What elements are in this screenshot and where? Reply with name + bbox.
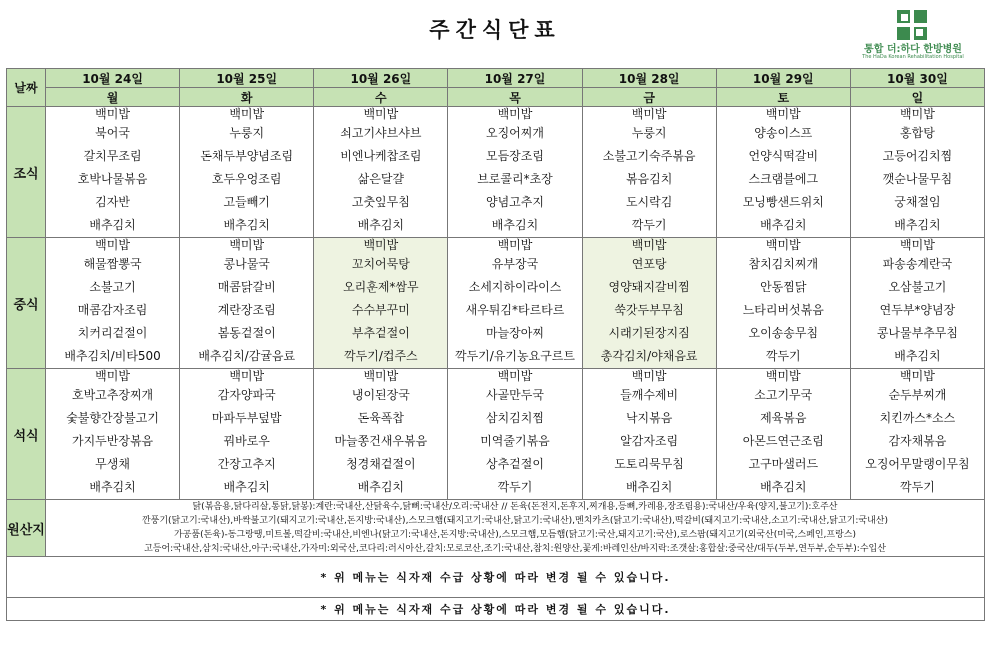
menu-item: 아몬드연근조림	[742, 434, 824, 448]
origin-line: 깐풍기(닭고기:국내산),바싹불고기(돼지고기:국내산,돈지방:국내산),스모크햄(돼지고기:국내산,닭고기:국내산),멘치카츠(닭고기:국내산),떡갈비(돼지고기:국내산,소고기:국내산,닭고기:국내산)	[141, 516, 889, 526]
menu-item: 삶은달걀	[357, 172, 405, 186]
menu-item: 배추김치	[357, 218, 405, 232]
weekly-menu-table	[6, 68, 985, 621]
menu-item: 백미밥	[229, 107, 265, 121]
menu-item: 깍두기	[631, 218, 667, 232]
menu-item: 배추김치	[223, 218, 270, 232]
menu-item: 가지두반장볶음	[71, 434, 154, 448]
menu-cell	[850, 107, 984, 238]
menu-item: 도시락김	[625, 195, 673, 209]
origin-row	[7, 500, 985, 557]
menu-item: 오징어찌개	[486, 126, 544, 140]
menu-item: 마파두부덮밥	[211, 411, 282, 425]
meal-row	[7, 369, 985, 500]
menu-item: 총각김치/야채음료	[600, 349, 698, 363]
menu-item: 홍합탕	[900, 126, 935, 140]
weekday-cell: 토	[716, 88, 850, 107]
menu-change-notice: * 위 메뉴는 식자재 수급 상황에 따라 변경 될 수 있습니다.	[7, 598, 985, 621]
menu-item: 알감자조림	[620, 434, 679, 448]
menu-item: 배추김치	[760, 480, 807, 494]
menu-item: 참치김치찌개	[748, 257, 819, 271]
menu-cell	[180, 369, 314, 500]
menu-item: 누룽지	[229, 126, 265, 140]
menu-item: 백미밥	[95, 369, 130, 383]
menu-item: 스크램블에그	[748, 172, 819, 186]
menu-item: 돈채두부양념조림	[200, 149, 294, 163]
menu-cell	[314, 369, 448, 500]
meal-row	[7, 238, 985, 369]
menu-item: 무생채	[95, 457, 130, 471]
menu-item: 깍두기/유기농요구르트	[455, 349, 575, 363]
menu-cell	[314, 107, 448, 238]
weekday-cell: 수	[314, 88, 448, 107]
menu-item: 쇠고기샤브샤브	[340, 126, 422, 140]
menu-item: 깍두기	[900, 480, 935, 494]
menu-cell	[716, 107, 850, 238]
menu-item: 백미밥	[631, 107, 667, 121]
weekday-cell: 금	[582, 88, 716, 107]
menu-change-notice: * 위 메뉴는 식자재 수급 상황에 따라 변경 될 수 있습니다.	[7, 557, 985, 598]
menu-item: 들깨수제비	[620, 388, 679, 402]
menu-cell	[46, 369, 180, 500]
origin-line: 고등어:국내산,삼치:국내산,아구:국내산,가자미:외국산,코다리:러시아산,갈치:모로코산,조기:국내산,참치:원양산,꽃게:바레인산/바지락:조갯살:홍합살:중국산/대두(두부,연두부,순두부):수입산	[144, 544, 886, 554]
menu-item: 소불고기숙주볶음	[602, 149, 696, 163]
weekday-cell: 목	[448, 88, 582, 107]
date-cell: 10월 26일	[314, 69, 448, 88]
menu-item: 백미밥	[363, 369, 399, 383]
menu-item: 시래기된장지짐	[608, 326, 690, 340]
menu-item: 숯불향간장불고기	[66, 411, 159, 425]
menu-item: 미역줄기볶음	[480, 434, 550, 448]
menu-item: 백미밥	[497, 238, 533, 252]
footer-rows	[7, 500, 985, 621]
menu-item: 꼬치어묵탕	[351, 257, 410, 271]
menu-item: 매콤닭갈비	[217, 280, 276, 294]
menu-item: 백미밥	[765, 238, 801, 252]
menu-item: 냉이된장국	[351, 388, 410, 402]
menu-item: 사골만두국	[486, 388, 544, 402]
menu-item: 백미밥	[363, 107, 399, 121]
menu-cell	[850, 238, 984, 369]
menu-item: 브로콜리*초장	[477, 172, 553, 186]
menu-item: 마늘장아찌	[486, 326, 544, 340]
meal-label: 중식	[7, 238, 46, 369]
meal-rows	[7, 107, 985, 500]
notice-row	[7, 557, 985, 598]
menu-cell	[582, 107, 716, 238]
menu-item: 오징어무말랭이무침	[865, 457, 970, 471]
menu-item: 새우튀김*타르타르	[465, 303, 565, 317]
menu-item: 김자반	[95, 195, 130, 209]
menu-item: 백미밥	[631, 238, 667, 252]
menu-cell	[448, 107, 582, 238]
menu-cell	[582, 238, 716, 369]
menu-item: 배추김치	[89, 218, 136, 232]
menu-item: 고춧잎무침	[351, 195, 410, 209]
menu-item: 백미밥	[497, 369, 533, 383]
date-cell: 10월 24일	[46, 69, 180, 88]
menu-item: 백미밥	[900, 369, 935, 383]
menu-item: 꿔바로우	[223, 434, 270, 448]
menu-item: 백미밥	[765, 369, 801, 383]
notice-row	[7, 598, 985, 621]
date-cell: 10월 28일	[582, 69, 716, 88]
menu-item: 삼치김치찜	[486, 411, 544, 425]
menu-item: 배추김치	[760, 218, 807, 232]
meal-label: 조식	[7, 107, 46, 238]
menu-cell	[448, 369, 582, 500]
origin-line: 닭(볶음용,닭다리살,통닭,닭봉):계란:국내산,산닭육수,닭뼈:국내산/오리:국내산 // 돈육(돈전지,돈후지,찌개용,등뼈,카레용,장조림용):국내산/우육(양지,불고기):호주산	[192, 502, 838, 512]
date-row	[7, 69, 985, 88]
menu-item: 오이송송무침	[748, 326, 819, 340]
menu-item: 양념고추지	[486, 195, 544, 209]
date-cell: 10월 29일	[716, 69, 850, 88]
menu-item: 수수부꾸미	[351, 303, 410, 317]
menu-item: 깍두기	[765, 349, 801, 363]
date-cell: 10월 25일	[180, 69, 314, 88]
menu-item: 봄동겉절이	[217, 326, 276, 340]
menu-item: 호박고추장찌개	[71, 388, 154, 402]
menu-item: 고등어김치찜	[882, 149, 953, 163]
page-title: 주간식단표	[429, 18, 561, 42]
menu-item: 양송이스프	[754, 126, 813, 140]
menu-item: 백미밥	[95, 107, 130, 121]
menu-item: 깍두기/컵주스	[344, 349, 418, 363]
menu-item: 콩나물부추무침	[876, 326, 958, 340]
menu-item: 백미밥	[363, 238, 399, 252]
menu-item: 백미밥	[229, 369, 265, 383]
menu-item: 궁채절임	[894, 195, 941, 209]
menu-item: 백미밥	[229, 238, 265, 252]
weekday-cell: 일	[850, 88, 984, 107]
menu-cell	[850, 369, 984, 500]
menu-item: 북어국	[95, 126, 130, 140]
menu-item: 모닝빵샌드위치	[742, 195, 824, 209]
menu-item: 청경채겉절이	[346, 457, 416, 471]
menu-item: 계란장조림	[217, 303, 276, 317]
menu-item: 치커리겉절이	[77, 326, 148, 340]
menu-item: 언양식떡갈비	[748, 149, 819, 163]
menu-item: 배추김치	[894, 349, 941, 363]
menu-item: 감자양파국	[217, 388, 276, 402]
menu-item: 콩나물국	[223, 257, 270, 271]
menu-item: 깻순나물무침	[882, 172, 953, 186]
menu-item: 소고기무국	[754, 388, 813, 402]
menu-item: 배추김치	[89, 480, 136, 494]
origin-info	[46, 500, 985, 557]
date-cell: 10월 30일	[850, 69, 984, 88]
meal-label: 석식	[7, 369, 46, 500]
menu-item: 감자채볶음	[888, 434, 947, 448]
menu-item: 배추김치	[894, 218, 941, 232]
menu-cell	[46, 107, 180, 238]
hospital-subtitle: The HaDa Korean Rehabilitation Hospital	[862, 54, 964, 60]
menu-item: 상추겉절이	[486, 457, 544, 471]
meal-row	[7, 107, 985, 238]
menu-item: 느타리버섯볶음	[742, 303, 824, 317]
menu-cell	[716, 238, 850, 369]
menu-cell	[180, 238, 314, 369]
menu-item: 매콤감자조림	[77, 303, 148, 317]
menu-item: 간장고추지	[217, 457, 276, 471]
hospital-logo-icon	[897, 10, 927, 40]
menu-item: 호박나물볶음	[77, 172, 148, 186]
menu-item: 배추김치/비타500	[64, 349, 161, 363]
menu-item: 배추김치/감귤음료	[198, 349, 296, 363]
menu-item: 낙지볶음	[625, 411, 673, 425]
menu-item: 고구마샐러드	[748, 457, 819, 471]
menu-item: 유부장국	[491, 257, 539, 271]
weekday-row	[7, 88, 985, 107]
menu-item: 연두부*양념장	[879, 303, 956, 317]
hospital-logo	[858, 10, 968, 64]
menu-cell	[448, 238, 582, 369]
menu-item: 고들빼기	[223, 195, 270, 209]
menu-item: 누룽지	[631, 126, 667, 140]
menu-item: 마늘쫑건새우볶음	[334, 434, 428, 448]
menu-item: 모듬장조림	[486, 149, 544, 163]
menu-item: 파송송계란국	[882, 257, 953, 271]
menu-item: 돈육폭찹	[357, 411, 405, 425]
menu-item: 갈치무조림	[83, 149, 142, 163]
menu-item: 배추김치	[491, 218, 539, 232]
menu-item: 백미밥	[900, 238, 935, 252]
menu-item: 백미밥	[631, 369, 667, 383]
origin-line: 가공품(돈육)-동그랑땡,미트볼,떡갈비:국내산,비엔나(닭고기:국내산,돈지방:국내산),스모크햄,모듬햄(닭고기:국산,돼지고기:국산),로스팜(돼지고기(외국산(미국,스페인,프랑스)	[173, 530, 857, 540]
menu-item: 백미밥	[765, 107, 801, 121]
menu-item: 부추겉절이	[351, 326, 410, 340]
menu-cell	[582, 369, 716, 500]
weekday-cell: 월	[46, 88, 180, 107]
menu-item: 백미밥	[900, 107, 935, 121]
menu-item: 도토리묵무침	[614, 457, 684, 471]
menu-item: 치킨까스*소스	[879, 411, 956, 425]
menu-item: 해물짬뽕국	[83, 257, 142, 271]
origin-label: 원산지	[7, 500, 46, 557]
menu-item: 제육볶음	[760, 411, 807, 425]
menu-item: 배추김치	[223, 480, 270, 494]
menu-cell	[716, 369, 850, 500]
date-cell: 10월 27일	[448, 69, 582, 88]
menu-item: 소세지하이라이스	[468, 280, 562, 294]
menu-cell	[314, 238, 448, 369]
menu-item: 백미밥	[497, 107, 533, 121]
date-header-label: 날짜	[7, 69, 46, 107]
menu-item: 호두우엉조림	[211, 172, 282, 186]
menu-item: 볶음김치	[625, 172, 673, 186]
menu-cell	[46, 238, 180, 369]
menu-item: 배추김치	[357, 480, 405, 494]
hospital-name: 통합 더:하다 한방병원	[864, 44, 962, 55]
menu-item: 쑥갓두부무침	[614, 303, 684, 317]
menu-item: 연포탕	[631, 257, 667, 271]
menu-item: 소불고기	[89, 280, 136, 294]
menu-item: 오리훈제*쌈무	[343, 280, 419, 294]
menu-item: 깍두기	[497, 480, 533, 494]
menu-item: 순두부찌개	[888, 388, 947, 402]
menu-item: 백미밥	[95, 238, 130, 252]
menu-item: 영양돼지갈비찜	[608, 280, 690, 294]
weekday-cell: 화	[180, 88, 314, 107]
menu-item: 비엔나케찹조림	[340, 149, 422, 163]
menu-item: 안동찜닭	[760, 280, 807, 294]
menu-cell	[180, 107, 314, 238]
menu-item: 배추김치	[625, 480, 673, 494]
menu-item: 오삼불고기	[888, 280, 947, 294]
